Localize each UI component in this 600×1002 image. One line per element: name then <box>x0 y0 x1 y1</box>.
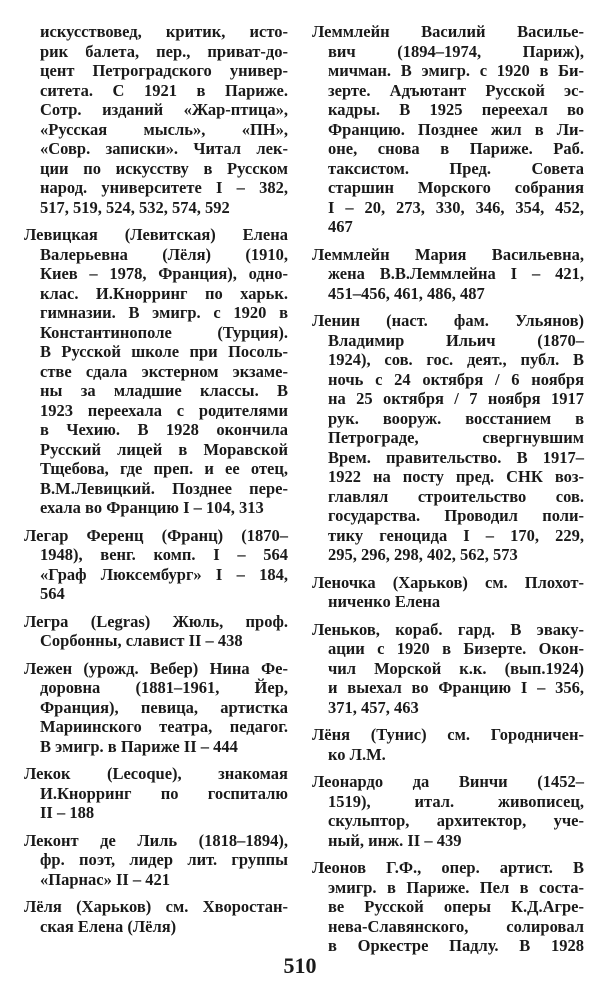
entry-text-line: I – 20, 273, 330, 346, 354, 452, <box>328 197 584 217</box>
entry-text-line: народ. университете I – 382, <box>40 178 288 197</box>
entry-heading-line: Левицкая (Левитская) Елена <box>24 225 288 244</box>
entry-text-line: «Совр. записки». Читал лек- <box>40 139 288 158</box>
entry-text-line: В эмигр. в Париже II – 444 <box>40 736 238 756</box>
entry-text-line: Франция), певица, артистка <box>40 697 288 717</box>
entry-text-line: мичман. В эмигр. с 1920 в Би- <box>328 61 584 80</box>
entry-text-line: оне, снова в Париже. Раб. <box>328 139 584 158</box>
left-column <box>24 22 288 944</box>
entry-heading-line: Леночка (Харьков) см. Плохот- <box>312 572 584 592</box>
page-number: 510 <box>283 953 317 978</box>
entry-text-line: В Русской школе при Посоль- <box>40 342 288 361</box>
entry-text-line: Владимир Ильич (1870– <box>328 330 584 350</box>
entry-text-line: рук. вооруж. восстанием в <box>328 408 584 428</box>
index-entry <box>24 831 288 890</box>
entry-text-line: цент Петроградского универ- <box>40 61 288 80</box>
entry-text-line: 1948), венг. комп. I – 564 <box>40 545 288 564</box>
entry-text-line: ации с 1920 в Бизерте. Окон- <box>328 639 584 658</box>
entry-heading-line: Лёня (Тунис) см. Городничен- <box>312 725 584 744</box>
entry-text-line: И.Кнорринг по госпиталю <box>40 783 288 803</box>
entry-heading-line: Лежен (урожд. Вебер) Нина Фе- <box>24 658 288 678</box>
entry-text-line: 451–456, 461, 486, 487 <box>328 283 485 303</box>
right-column <box>312 22 584 964</box>
entry-text-line: 1519), итал. живописец, <box>328 791 584 811</box>
index-entry <box>312 22 584 237</box>
entry-text-line: ниченко Елена <box>328 592 441 611</box>
index-entry <box>24 764 288 823</box>
entry-text-line: чил Морской к.к. (вып.1924) <box>328 658 584 678</box>
entry-heading-line: Лёля (Харьков) см. Хворостан- <box>24 897 288 916</box>
entry-text-line: 564 <box>40 584 65 603</box>
entry-heading-line: Легра (Legras) Жюль, проф. <box>24 611 288 631</box>
entry-text-line: Константинополе (Турция). <box>40 322 288 342</box>
index-entry <box>312 245 584 304</box>
entry-text-line: на 25 октября / 7 ноября 1917 <box>328 389 584 408</box>
entry-heading-line: Леммлейн Мария Васильевна, <box>312 244 584 264</box>
entry-text-line: в Чехию. В 1928 окончила <box>40 420 288 439</box>
index-entry <box>312 311 584 565</box>
entry-text-line: зерте. Адъютант Русской эс- <box>328 80 584 100</box>
entry-text-line: таксистом. Пред. Совета <box>328 158 584 178</box>
index-entry <box>312 725 584 764</box>
entry-text-line: скульптор, архитектор, уче- <box>328 811 584 830</box>
entry-heading-line: Ленин (наст. фам. Ульянов) <box>312 311 584 330</box>
entry-text-line: стве сдала экстерном экзаме- <box>40 361 288 381</box>
entry-text-line: в Оркестре Падлу. В 1928 <box>328 936 584 955</box>
entry-text-line: ции по искусству в Русском <box>40 158 288 178</box>
entry-heading-line: Леконт де Лиль (1818–1894), <box>24 830 288 850</box>
entry-text-line: Францию. Позднее жил в Ли- <box>328 119 584 139</box>
entry-text-line: В.М.Левицкий. Позднее пере- <box>40 478 288 498</box>
entry-text-line: ко Л.М. <box>328 744 386 764</box>
entry-text-line: рик балета, пер., приват-до- <box>40 41 288 61</box>
entry-text-line: и выехал во Францию I – 356, <box>328 678 584 697</box>
entry-text-line: жена В.В.Леммлейна I – 421, <box>328 264 584 283</box>
index-entry <box>312 858 584 956</box>
entry-text-line: гимназии. В эмигр. с 1920 в <box>40 303 288 322</box>
entry-text-line: ситета. С 1921 в Париже. <box>40 80 288 100</box>
entry-text-line: Мариинского театра, педагог. <box>40 717 288 736</box>
entry-text-line: Сотр. изданий «Жар-птица», <box>40 100 288 119</box>
index-entry <box>24 659 288 757</box>
entry-text-line: 467 <box>328 217 353 236</box>
index-entry <box>24 22 288 217</box>
index-entry <box>312 772 584 850</box>
entry-text-line: ный, инж. II – 439 <box>328 830 462 850</box>
entry-heading-line: Леньков, кораб. гард. В эваку- <box>312 619 584 639</box>
index-entry <box>24 225 288 518</box>
entry-text-line: Русский лицей в Моравской <box>40 439 288 459</box>
entry-text-line: доровна (1881–1961, Йер, <box>40 678 288 697</box>
entry-text-line: нева-Славянского, солировал <box>328 916 584 936</box>
entry-text-line: 1923 переехала с родителями <box>40 400 288 420</box>
entry-heading-line: Легар Ференц (Франц) (1870– <box>24 525 288 545</box>
entry-text-line: Врем. правительство. В 1917– <box>328 447 584 467</box>
entry-text-line: Тщебова, где преп. и ее отец, <box>40 459 288 478</box>
entry-text-line: ехала во Францию I – 104, 313 <box>40 498 264 517</box>
entry-text-line: кадры. В 1925 переехал во <box>328 100 584 119</box>
entry-text-line: «Граф Люксембург» I – 184, <box>40 564 288 584</box>
entry-text-line: главлял строительство сов. <box>328 486 584 506</box>
entry-text-line: вич (1894–1974, Париж), <box>328 41 584 61</box>
entry-text-line: ская Елена (Лёля) <box>40 916 177 936</box>
index-entry <box>24 897 288 936</box>
entry-heading-line: Леонов Г.Ф., опер. артист. В <box>312 858 584 877</box>
entry-text-line: 1924), сов. гос. деят., публ. В <box>328 350 584 369</box>
entry-text-line: Петрограде, свергнувшим <box>328 428 584 447</box>
entry-heading-line: Лекок (Lecoque), знакомая <box>24 764 288 783</box>
entry-heading-line: Леммлейн Василий Василье- <box>312 22 584 41</box>
entry-text-line: Киев – 1978, Франция), одно- <box>40 264 288 283</box>
entry-text-line: старшин Морского собрания <box>328 178 584 197</box>
entry-text-line: тику геноцида I – 170, 229, <box>328 525 584 545</box>
entry-text-line: ны за младшие классы. В <box>40 381 288 400</box>
entry-text-line: «Русская мысль», «ПН», <box>40 119 288 139</box>
index-entry <box>312 620 584 718</box>
entry-text-line: 517, 519, 524, 532, 574, 592 <box>40 197 230 217</box>
entry-text-line: II – 188 <box>40 803 95 822</box>
entry-text-line: «Парнас» II – 421 <box>40 869 171 889</box>
index-entry <box>24 526 288 604</box>
entry-text-line: 295, 296, 298, 402, 562, 573 <box>328 545 518 564</box>
entry-text-line: ночь с 24 октября / 6 ноября <box>328 369 584 389</box>
entry-text-line: ве Русской оперы К.Д.Агре- <box>328 897 584 916</box>
entry-heading-line: Леонардо да Винчи (1452– <box>312 772 584 791</box>
entry-text-line: государства. Проводил поли- <box>328 506 584 525</box>
entry-text-line: 1922 на посту пред. СНК воз- <box>328 467 584 486</box>
entry-text-line: Сорбонны, славист II – 438 <box>40 631 243 650</box>
entry-text-line: фр. поэт, лидер лит. группы <box>40 850 288 869</box>
entry-text-line: искусствовед, критик, исто- <box>40 22 288 41</box>
entry-text-line: клас. И.Кнорринг по харьк. <box>40 283 288 303</box>
entry-text-line: эмигр. в Париже. Пел в соста- <box>328 877 584 897</box>
entry-text-line: 371, 457, 463 <box>328 697 419 717</box>
index-entry <box>312 573 584 612</box>
index-entry <box>24 612 288 651</box>
entry-text-line: Валерьевна (Лёля) (1910, <box>40 244 288 264</box>
